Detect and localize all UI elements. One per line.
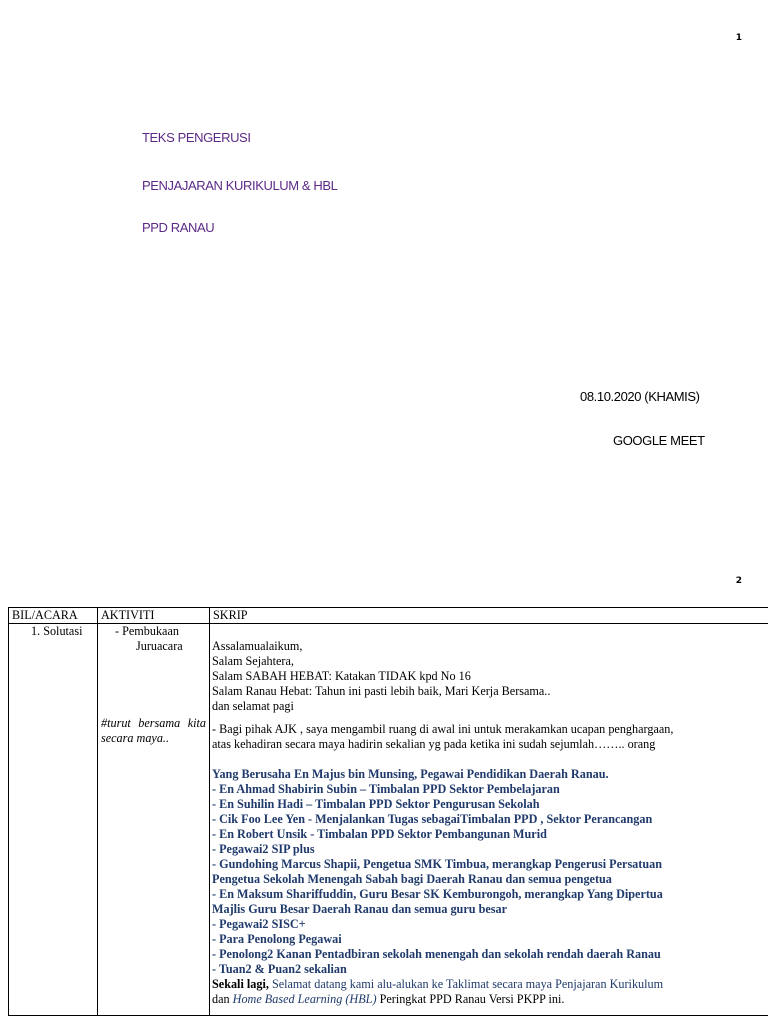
skrip-line: Salam Sejahtera,	[212, 654, 294, 668]
skrip-name-line: Yang Berusaha En Majus bin Munsing, Pegawai Pendidikan Daerah Ranau.	[212, 767, 609, 781]
doc-subtitle: PENJAJARAN KURIKULUM & HBL	[142, 178, 338, 193]
skrip-name-line: - En Maksum Shariffuddin, Guru Besar SK Kemburongoh, merangkap Yang Dipertua	[212, 887, 663, 901]
skrip-name-line: Majlis Guru Besar Daerah Ranau dan semua guru besar	[212, 902, 508, 916]
skrip-name-line: - Pegawai2 SISC+	[212, 917, 306, 931]
doc-title: TEKS PENGERUSI	[142, 130, 251, 145]
table-row	[9, 624, 768, 1016]
skrip-line: Salam SABAH HEBAT: Katakan TIDAK kpd No 16	[212, 669, 471, 683]
skrip-closing-line	[212, 992, 765, 1007]
skrip-name-line: - Tuan2 & Puan2 sekalian	[212, 962, 347, 976]
skrip-line: Assalamualaikum,	[212, 639, 303, 653]
closing-hbl: Home Based Learning (HBL)	[232, 992, 377, 1006]
page-number: 2	[735, 576, 742, 586]
table-header-row	[9, 608, 768, 624]
skrip-name-line: - En Ahmad Shabirin Subin – Timbalan PPD Sektor Pembelajaran	[212, 782, 560, 796]
closing-text: dan	[212, 992, 233, 1006]
skrip-closing-line	[212, 977, 765, 992]
aktiviti-item: - Pembukaan	[115, 624, 179, 638]
skrip-line: - Bagi pihak AJK , saya mengambil ruang di awal ini untuk merakamkan ucapan penghargaan,	[212, 722, 674, 736]
cell-skrip	[210, 624, 768, 1016]
event-platform: GOOGLE MEET	[613, 433, 705, 448]
header-aktiviti: AKTIVITI	[98, 608, 210, 624]
aktiviti-note: #turut bersama kita secara maya..	[101, 716, 206, 745]
skrip-line: Salam Ranau Hebat: Tahun ini pasti lebih baik, Mari Kerja Bersama..	[212, 684, 551, 698]
skrip-line: dan selamat pagi	[212, 699, 294, 713]
cell-bil: 1. Solutasi	[9, 624, 98, 1016]
skrip-name-line: - En Suhilin Hadi – Timbalan PPD Sektor Pengurusan Sekolah	[212, 797, 540, 811]
closing-text: Selamat datang kami alu-alukan ke Taklimat secara maya Penjajaran Kurikulum	[268, 977, 664, 991]
cell-aktiviti	[98, 624, 210, 1016]
skrip-name-line: - Penolong2 Kanan Pentadbiran sekolah menengah dan sekolah rendah daerah Ranau	[212, 947, 661, 961]
header-skrip: SKRIP	[210, 608, 768, 624]
page-number: 1	[735, 33, 742, 43]
skrip-name-line: - Para Penolong Pegawai	[212, 932, 342, 946]
aktiviti-item-cont: Juruacara	[136, 639, 183, 653]
skrip-line: atas kehadiran secara maya hadirin sekalian yg pada ketika ini sudah sejumlah…….. orang	[212, 737, 656, 751]
script-table	[8, 607, 768, 1016]
skrip-name-line: - Pegawai2 SIP plus	[212, 842, 315, 856]
doc-district: PPD RANAU	[142, 220, 215, 235]
event-date: 08.10.2020 (KHAMIS)	[580, 389, 700, 404]
skrip-name-line: - Gundohing Marcus Shapii, Pengetua SMK Timbua, merangkap Pengerusi Persatuan	[212, 857, 662, 871]
header-bil: BIL/ACARA	[9, 608, 98, 624]
closing-text: Peringkat PPD Ranau Versi PKPP ini.	[376, 992, 565, 1006]
skrip-name-line: - Cik Foo Lee Yen - Menjalankan Tugas sebagaiTimbalan PPD , Sektor Perancangan	[212, 812, 653, 826]
skrip-name-line: - En Robert Unsik - Timbalan PPD Sektor Pembangunan Murid	[212, 827, 547, 841]
skrip-name-line: Pengetua Sekolah Menengah Sabah bagi Daerah Ranau dan semua pengetua	[212, 872, 612, 886]
closing-emphasis: Sekali lagi,	[212, 977, 269, 991]
